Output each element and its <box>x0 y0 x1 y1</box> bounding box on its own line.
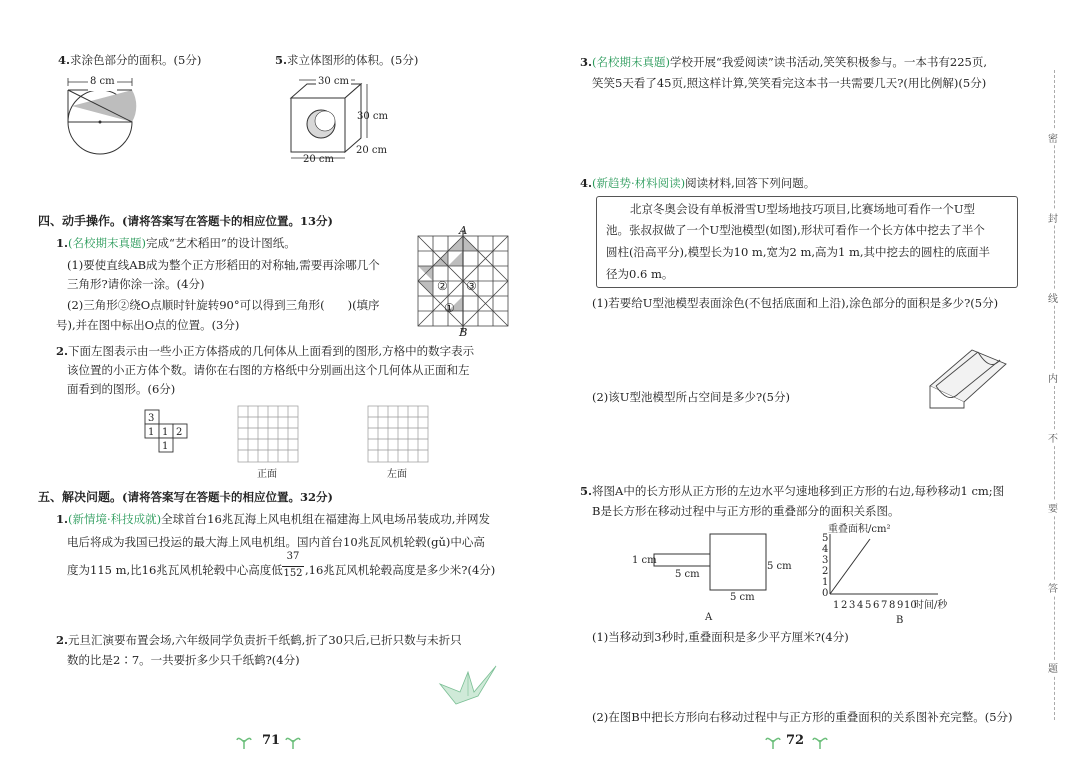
fraction-numerator: 37 <box>286 551 300 562</box>
triangle-3-label: ③ <box>466 279 477 293</box>
x-tick-label: 8 <box>889 600 896 611</box>
fig-a-caption: A <box>705 612 713 623</box>
y-tick-label: 2 <box>822 566 829 577</box>
y-tick-label: 0 <box>822 588 829 599</box>
fig-a-width-label: 1 cm <box>632 555 657 566</box>
s4q2-l3: 面看到的图形。(6分) <box>67 382 176 396</box>
q4-heading: 4.(新趋势·材料阅读)阅读材料,回答下列问题。 <box>580 176 816 190</box>
s4q1-p2b: 号),并在图中标出O点的位置。(3分) <box>56 318 240 332</box>
cell-value: 1 <box>162 441 169 452</box>
seal-char: 内 <box>1048 370 1058 385</box>
cell-value: 1 <box>162 427 169 438</box>
s4q1-p1a: (1)要使直线AB成为整个正方形稻田的对称轴,需要再涂哪几个 <box>67 258 380 272</box>
cell-value: 1 <box>148 427 155 438</box>
s4q2-l2: 该位置的小正方体个数。请你在右图的方格纸中分别画出这个几何体从正面和左 <box>67 363 470 377</box>
fig-a-length-label: 5 cm <box>675 569 700 580</box>
s5q1-l2: 电后将成为我国已投运的最大海上风电机组。国内首台10兆瓦风机轮毂(gǔ)中心高 <box>67 535 485 549</box>
fig-b-xlabel: 时间/秒 <box>914 600 948 611</box>
sprout-icon <box>812 734 828 750</box>
paper-crane-icon <box>438 662 498 706</box>
y-tick-label: 3 <box>822 555 829 566</box>
fraction-denominator: 152 <box>283 568 303 579</box>
seal-char: 线 <box>1048 290 1058 305</box>
seal-char: 要 <box>1048 500 1058 515</box>
s5q1-l3a: 度为115 m,比16兆瓦风机轮毂中心高度低 <box>67 563 283 577</box>
material-line: 径为0.6 m。 <box>606 267 674 281</box>
q4-prompt: 4.求涂色部分的面积。(5分) <box>58 53 202 67</box>
sprout-icon <box>285 734 301 750</box>
material-line: 池。张叔叔做了一个U型池模型(如图),形状可看作一个长方体中挖去了半个 <box>606 223 985 237</box>
left-view-label: 左面 <box>387 469 407 480</box>
s4q1-p1b: 三角形?请你涂一涂。(4分) <box>67 277 205 291</box>
x-tick-label: 2 <box>841 600 848 611</box>
q4-part2: (2)该U型池模型所占空间是多少?(5分) <box>592 390 790 404</box>
seal-dashed-line <box>1054 70 1055 720</box>
s4q1-line: 1.(名校期末真题)完成“艺术稻田”的设计图纸。 <box>56 236 296 250</box>
q4-dim-label: 8 cm <box>88 73 117 91</box>
q5-dim-bottom: 20 cm <box>303 154 334 165</box>
sprout-icon <box>765 734 781 750</box>
s5q1-l3b: ,16兆瓦风机轮毂高度是多少米?(4分) <box>305 563 496 577</box>
left-view-grid <box>368 406 428 462</box>
seal-char: 封 <box>1048 210 1058 225</box>
front-view-grid <box>238 406 298 462</box>
seal-line-column <box>1040 70 1070 720</box>
fig-b-ylabel: 重叠面积/cm² <box>828 524 891 535</box>
triangle-2-label: ② <box>437 279 448 293</box>
rice-field-grid <box>418 236 508 326</box>
x-tick-label: 4 <box>857 600 864 611</box>
sprout-icon <box>236 734 252 750</box>
x-tick-label: 10 <box>904 600 917 611</box>
s4q1-p2a: (2)三角形②绕O点顺时针旋转90°可以得到三角形( )(填序 <box>67 298 380 312</box>
seal-char: 不 <box>1048 430 1058 445</box>
front-view-label: 正面 <box>257 469 277 480</box>
seal-char: 答 <box>1048 580 1058 595</box>
y-tick-label: 5 <box>822 533 829 544</box>
seal-char: 密 <box>1048 130 1058 145</box>
s5q1-l1: 1.(新情境·科技成就)全球首台16兆瓦海上风电机组在福建海上风电场吊装成功,并网发 <box>56 512 490 526</box>
q5-l1: 5.将图A中的长方形从正方形的左边水平匀速地移到正方形的右边,每秒移动1 cm;图 <box>580 484 1005 498</box>
s5q2-l1: 2.元旦汇演要布置会场,六年级同学负责折千纸鹤,折了30只后,已折只数与未折只 <box>56 633 462 647</box>
overlap-area-line <box>830 539 870 594</box>
x-tick-label: 3 <box>849 600 856 611</box>
fig-a-side-bottom-label: 5 cm <box>730 592 755 603</box>
q5-part1: (1)当移动到3秒时,重叠面积是多少平方厘米?(4分) <box>592 630 849 644</box>
q5-prompt: 5.求立体图形的体积。(5分) <box>275 53 419 67</box>
q3-l1: 3.(名校期末真题)学校开展“我爱阅读”读书活动,笑笑积极参与。一本书有225页, <box>580 55 988 69</box>
fig-a-side-right-label: 5 cm <box>767 561 792 572</box>
material-line: 北京冬奥会设有单板滑雪U型场地技巧项目,比赛场地可看作一个U型 <box>630 202 976 216</box>
q5-dim-top: 30 cm <box>316 73 351 91</box>
cell-value: 3 <box>148 413 155 424</box>
q5-dim-depth: 20 cm <box>356 145 387 156</box>
q3-l2: 笑笑5天看了45页,照这样计算,笑笑看完这本书一共需要几天?(用比例解)(5分) <box>592 76 987 90</box>
y-tick-label: 1 <box>822 577 829 588</box>
s5q2-l2: 数的比是2∶7。一共要折多少只千纸鹤?(4分) <box>67 653 300 667</box>
fraction-bar <box>282 566 304 567</box>
triangle-1-label: ① <box>444 301 455 315</box>
right-page <box>540 0 1080 776</box>
page-number: 72 <box>786 733 805 748</box>
x-tick-label: 6 <box>873 600 880 611</box>
q5-l2: B是长方形在移动过程中与正方形的重叠部分的面积关系图。 <box>592 504 900 518</box>
q5-part2: (2)在图B中把长方形向右移动过程中与正方形的重叠面积的关系图补充完整。(5分) <box>592 710 1013 724</box>
q4-part1: (1)若要给U型池模型表面涂色(不包括底面和上沿),涂色部分的面积是多少?(5分) <box>592 296 999 310</box>
x-tick-label: 5 <box>865 600 872 611</box>
x-tick-label: 9 <box>897 600 904 611</box>
y-tick-label: 4 <box>822 544 829 555</box>
page-number: 71 <box>262 733 281 748</box>
grid-label-b: B <box>459 325 468 339</box>
section4-heading: 四、动手操作。(请将答案写在答题卡的相应位置。13分) <box>38 214 333 228</box>
x-tick-label: 1 <box>833 600 840 611</box>
grid-label-a: A <box>459 223 468 237</box>
q5-dim-right: 30 cm <box>357 111 388 122</box>
seal-char: 题 <box>1048 660 1058 675</box>
u-pool-model-figure <box>928 346 1008 412</box>
s4q2-l1: 2.下面左图表示由一些小正方体搭成的几何体从上面看到的图形,方格中的数字表示 <box>56 344 475 358</box>
section5-heading: 五、解决问题。(请将答案写在答题卡的相应位置。32分) <box>38 490 333 504</box>
fig-b-caption: B <box>896 615 904 626</box>
cell-value: 2 <box>176 427 183 438</box>
x-tick-label: 7 <box>881 600 888 611</box>
material-line: 圆柱(沿高平分),模型长为10 m,宽为2 m,高为1 m,其中挖去的圆柱的底面半 <box>606 245 991 259</box>
